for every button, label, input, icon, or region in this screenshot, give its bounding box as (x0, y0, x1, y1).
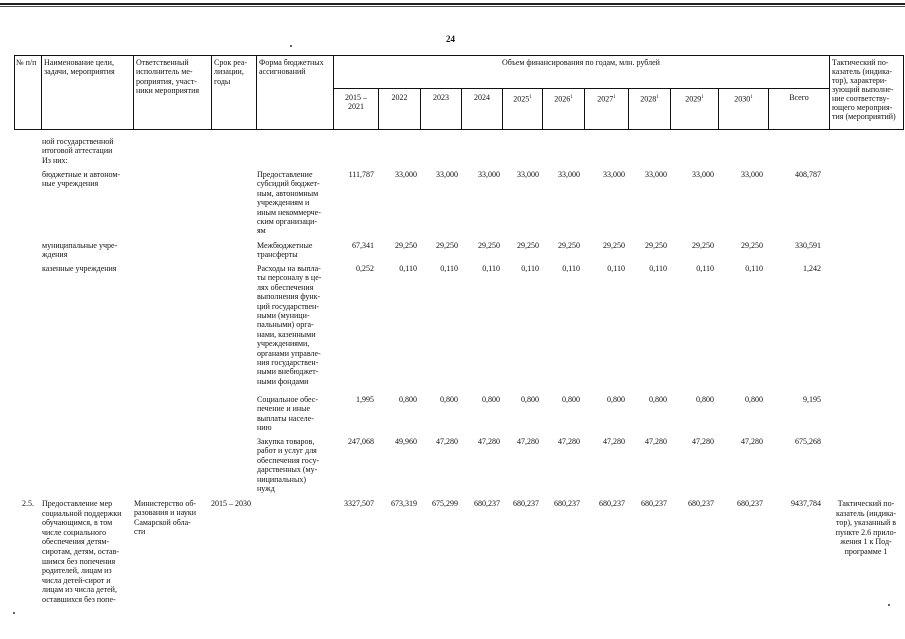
row-budget-form: Межбюджетные трансферты (257, 241, 313, 260)
finance-value-cell: 0,252 (356, 264, 374, 273)
finance-value-cell: 33,000 (517, 170, 539, 179)
row-budget-form: Социальное обес- печение и иные выплаты населе- нию (257, 395, 319, 433)
row-2-5-value-cell: 680,237 (554, 499, 580, 508)
finance-value-cell: 0,110 (607, 264, 625, 273)
finance-value-cell: 29,250 (436, 241, 458, 250)
finance-value-cell: 47,280 (478, 437, 500, 446)
finance-value-cell: 29,250 (517, 241, 539, 250)
finance-value-cell: 29,250 (558, 241, 580, 250)
finance-value-cell: 33,000 (692, 170, 714, 179)
finance-value-cell: 29,250 (741, 241, 763, 250)
finance-value-cell: 33,000 (741, 170, 763, 179)
finance-value-cell: 47,280 (558, 437, 580, 446)
header-divider-6 (829, 55, 830, 130)
page-number: 24 (446, 34, 455, 44)
page-top-border (0, 3, 905, 5)
header-divider-3 (211, 55, 212, 130)
finance-value-cell: 330,591 (795, 241, 821, 250)
row-name: муниципальные учре- ждения (42, 241, 118, 260)
finance-value-cell: 0,800 (482, 395, 500, 404)
finance-value-cell: 0,110 (745, 264, 763, 273)
finance-value-cell: 33,000 (436, 170, 458, 179)
finance-value-cell: 33,000 (478, 170, 500, 179)
row-2-5-value-cell: 680,237 (474, 499, 500, 508)
year-label: 2030$^1$ (734, 94, 753, 104)
row-name: бюджетные и автоном- ные учреждения (42, 170, 121, 189)
finance-value-cell: 0,800 (562, 395, 580, 404)
row-2-5-term: 2015 – 2030 (211, 499, 251, 508)
row-2-5-responsible: Министерство об- разования и науки Самарской обла- сти (134, 499, 197, 537)
finance-value-cell: 0,110 (482, 264, 500, 273)
header-divider-1 (41, 55, 42, 130)
row-budget-form: Расходы на выпла- ты персоналу в це- лях обеспечения выполнения функ- ций государствен- ными (муници- пальными) орга- нами, казенными учреждениями, органами управле- ния государствен- ными внебюджет- ными фондами (257, 264, 322, 386)
page-top-border-thin (0, 6, 905, 7)
finance-value-cell: 47,280 (645, 437, 667, 446)
year-label: 2015 – 2021 (345, 93, 367, 112)
finance-value-cell: 29,250 (603, 241, 625, 250)
scan-speck (290, 45, 292, 47)
row-2-5-value-cell: 680,237 (599, 499, 625, 508)
year-label: 2023 (433, 93, 449, 102)
year-label: 2024 (474, 93, 490, 102)
finance-value-cell: 47,280 (741, 437, 763, 446)
finance-value-cell: 29,250 (478, 241, 500, 250)
finance-value-cell: 29,250 (645, 241, 667, 250)
header-divider-2 (133, 55, 134, 130)
finance-value-cell: 0,800 (696, 395, 714, 404)
finance-value-cell: 0,800 (649, 395, 667, 404)
year-label: 2027$^1$ (597, 94, 616, 104)
finance-value-cell: 0,800 (607, 395, 625, 404)
header-name: Наименование цели, задачи, мероприятия (44, 58, 115, 77)
finance-value-cell: 0,110 (399, 264, 417, 273)
finance-value-cell: 0,800 (745, 395, 763, 404)
finance-value-cell: 1,242 (803, 264, 821, 273)
row-2-5-number: 2.5. (22, 499, 34, 508)
finance-value-cell: 47,280 (517, 437, 539, 446)
row-2-5-name: Предоставление мер социальной поддержки обучающимся, в том числе социального обеспечения детям- сиротам, детям, остав- шимся без попечения родителей, лицам из числа детей-сирот и лицам из числа детей, оставшихся без попе- (42, 499, 122, 604)
header-term: Срок реа- лизации, годы (214, 58, 248, 86)
finance-value-cell: 33,000 (558, 170, 580, 179)
row-2-5-value-cell: 680,237 (513, 499, 539, 508)
row-name: казенные учреждения (42, 264, 117, 273)
finance-value-cell: 0,800 (440, 395, 458, 404)
finance-value-cell: 49,960 (395, 437, 417, 446)
row-2-5-value-cell: 675,299 (432, 499, 458, 508)
finance-value-cell: 675,268 (795, 437, 821, 446)
row-2-5-value-cell: 680,237 (737, 499, 763, 508)
row-2-5-indicator: Тактический по- казатель (индика- тор), указанный в пункте 2.6 прило- жения 1 к Под- программе 1 (835, 499, 897, 556)
scan-speck (13, 612, 15, 614)
finance-value-cell: 47,280 (692, 437, 714, 446)
year-label: Всего (789, 93, 809, 102)
finance-value-cell: 9,195 (803, 395, 821, 404)
row-name: ной государственной итоговой аттестации Из них: (42, 137, 114, 165)
finance-value-cell: 1,995 (356, 395, 374, 404)
finance-value-cell: 408,787 (795, 170, 821, 179)
finance-value-cell: 0,110 (696, 264, 714, 273)
finance-value-cell: 29,250 (395, 241, 417, 250)
finance-value-cell: 247,068 (348, 437, 374, 446)
finance-value-cell: 0,800 (399, 395, 417, 404)
row-2-5-value-cell: 680,237 (641, 499, 667, 508)
row-2-5-value-cell: 680,237 (688, 499, 714, 508)
finance-value-cell: 67,341 (352, 241, 374, 250)
finance-value-cell: 111,787 (348, 170, 374, 179)
header-responsible: Ответственный исполнитель ме- роприятия, участ- ники мероприятия (136, 58, 200, 96)
header-indicator: Тактический по- казатель (индика- тор), характери- зующий выполне- ние соответству- ющего мероприя- тия (мероприятий) (832, 58, 896, 121)
finance-value-cell: 0,800 (521, 395, 539, 404)
header-divider-4 (256, 55, 257, 130)
finance-value-cell: 0,110 (562, 264, 580, 273)
year-label: 2022 (391, 93, 408, 102)
header-finance: Объем финансирования по годам, млн. рублей (502, 58, 660, 67)
finance-value-cell: 29,250 (692, 241, 714, 250)
header-budget-form: Форма бюджетных ассигнований (259, 58, 324, 77)
year-label: 2029$^1$ (685, 94, 704, 104)
scan-speck (888, 604, 890, 606)
year-label: 2028$^1$ (640, 94, 659, 104)
row-budget-form: Закупка товаров, работ и услуг для обеспечения госу- дарственных (му- ниципальных) нужд (257, 437, 320, 494)
finance-value-cell: 33,000 (395, 170, 417, 179)
year-label: 2026$^1$ (554, 94, 573, 104)
finance-value-cell: 0,110 (649, 264, 667, 273)
finance-value-cell: 0,110 (440, 264, 458, 273)
row-budget-form: Предоставление субсидий бюджет- ным, автономным учреждениям и иным некоммерче- ским организаци- ям (257, 170, 321, 236)
row-2-5-value-cell: 3327,507 (344, 499, 374, 508)
finance-value-cell: 47,280 (603, 437, 625, 446)
finance-value-cell: 0,110 (521, 264, 539, 273)
row-2-5-value-cell: 673,319 (391, 499, 417, 508)
header-num: № п/п (16, 58, 37, 67)
finance-subheader-line (333, 88, 829, 89)
finance-value-cell: 33,000 (603, 170, 625, 179)
year-label: 2025$^1$ (513, 94, 532, 104)
finance-value-cell: 47,280 (436, 437, 458, 446)
row-2-5-value-cell: 9437,784 (791, 499, 821, 508)
finance-value-cell: 33,000 (645, 170, 667, 179)
